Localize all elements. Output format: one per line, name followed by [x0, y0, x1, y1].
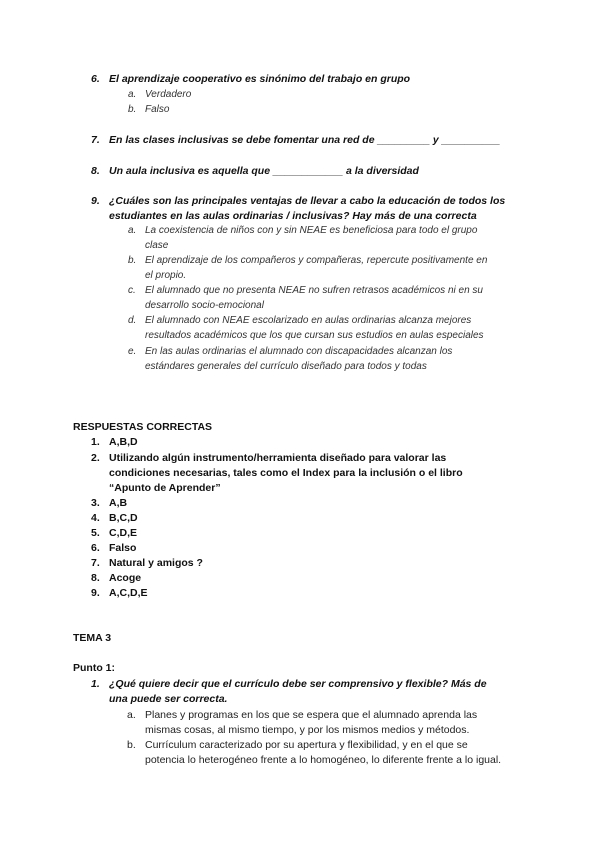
question-9-option-e-line2: estándares generales del currículo diseñado para todos y todas: [145, 361, 427, 372]
question-9-option-d-line1: El alumnado con NEAE escolarizado en aulas ordinarias alcanza mejores: [145, 315, 472, 326]
answer-3-number: 3.: [91, 497, 100, 509]
question-8-number: 8.: [91, 165, 100, 177]
question-6-option-a: Verdadero: [145, 89, 192, 100]
question-6-option-b: Falso: [145, 104, 170, 115]
question-9-option-d-line2: resultados académicos que los que cursan sus estudios en aulas especiales: [145, 330, 484, 341]
tema-option-a-letter: a.: [127, 709, 136, 721]
answer-7: Natural y amigos ?: [109, 557, 203, 569]
question-8-text: Un aula inclusiva es aquella que ____________ a la diversidad: [109, 165, 419, 177]
answer-6: Falso: [109, 542, 137, 554]
answer-7-number: 7.: [91, 557, 100, 569]
answer-9-number: 9.: [91, 587, 100, 599]
question-9-option-c-line2: desarrollo socio-emocional: [145, 300, 264, 311]
answer-4-number: 4.: [91, 512, 100, 524]
question-9-text-line1: ¿Cuáles son las principales ventajas de llevar a cabo la educación de todos los: [109, 195, 506, 207]
question-9-option-e-line1: En las aulas ordinarias el alumnado con discapacidades alcanzan los: [145, 346, 453, 357]
question-9-option-b-letter: b.: [128, 255, 137, 266]
tema-option-b-line2: potencia lo heterogéneo frente a lo homogéneo, lo diferente frente a lo igual.: [145, 754, 502, 766]
question-6-option-a-letter: a.: [128, 89, 137, 100]
question-9-option-a-line2: clase: [145, 240, 169, 251]
tema-question-1-number: 1.: [91, 678, 100, 690]
question-9-option-b-line1: El aprendizaje de los compañeros y compañeras, repercute positivamente en: [145, 255, 488, 266]
answer-1-number: 1.: [91, 436, 100, 448]
answer-5: C,D,E: [109, 527, 138, 539]
question-9-option-a-line1: La coexistencia de niños con y sin NEAE es beneficiosa para todo el grupo: [145, 225, 478, 236]
answer-8-number: 8.: [91, 572, 100, 584]
question-7-text: En las clases inclusivas se debe fomentar una red de _________ y __________: [109, 134, 501, 146]
punto-heading: Punto 1:: [73, 662, 115, 674]
question-9-option-e-letter: e.: [128, 346, 137, 357]
tema-option-a-line1: Planes y programas en los que se espera que el alumnado aprenda las: [145, 709, 478, 721]
tema-title: TEMA 3: [73, 632, 112, 644]
question-6-option-b-letter: b.: [128, 104, 137, 115]
answer-4: B,C,D: [109, 512, 138, 524]
question-9-text-line2: estudiantes en las aulas ordinarias / inclusivas? Hay más de una correcta: [109, 210, 477, 222]
question-6-number: 6.: [91, 73, 100, 85]
question-9-option-c-line1: El alumnado que no presenta NEAE no sufren retrasos académicos ni en su: [145, 285, 483, 296]
answer-5-number: 5.: [91, 527, 100, 539]
question-9-number: 9.: [91, 195, 100, 207]
answer-2-line3: “Apunto de Aprender”: [109, 482, 221, 494]
question-9-option-c-letter: c.: [128, 285, 136, 296]
question-9-option-a-letter: a.: [128, 225, 137, 236]
question-7-number: 7.: [91, 134, 100, 146]
answers-heading: RESPUESTAS CORRECTAS: [73, 421, 213, 433]
answer-2-line1: Utilizando algún instrumento/herramienta diseñado para valorar las: [109, 452, 447, 464]
answer-3: A,B: [109, 497, 128, 509]
tema-question-1-line1: ¿Qué quiere decir que el currículo debe ser comprensivo y flexible? Más de: [109, 678, 487, 690]
question-9-option-d-letter: d.: [128, 315, 137, 326]
tema-option-b-line1: Currículum caracterizado por su apertura y flexibilidad, y en el que se: [145, 739, 468, 751]
question-9-option-b-line2: el propio.: [145, 270, 187, 281]
answer-1: A,B,D: [109, 436, 138, 448]
question-6-text: El aprendizaje cooperativo es sinónimo del trabajo en grupo: [109, 73, 411, 85]
answer-2-line2: condiciones necesarias, tales como el Index para la inclusión o el libro: [109, 467, 463, 479]
answer-2-number: 2.: [91, 452, 100, 464]
answer-8: Acoge: [109, 572, 142, 584]
answer-6-number: 6.: [91, 542, 100, 554]
tema-option-a-line2: mismas cosas, al mismo tiempo, y por los mismos medios y métodos.: [145, 724, 470, 736]
tema-question-1-line2: una puede ser correcta.: [109, 693, 228, 705]
tema-option-b-letter: b.: [127, 739, 136, 751]
answer-9: A,C,D,E: [109, 587, 148, 599]
